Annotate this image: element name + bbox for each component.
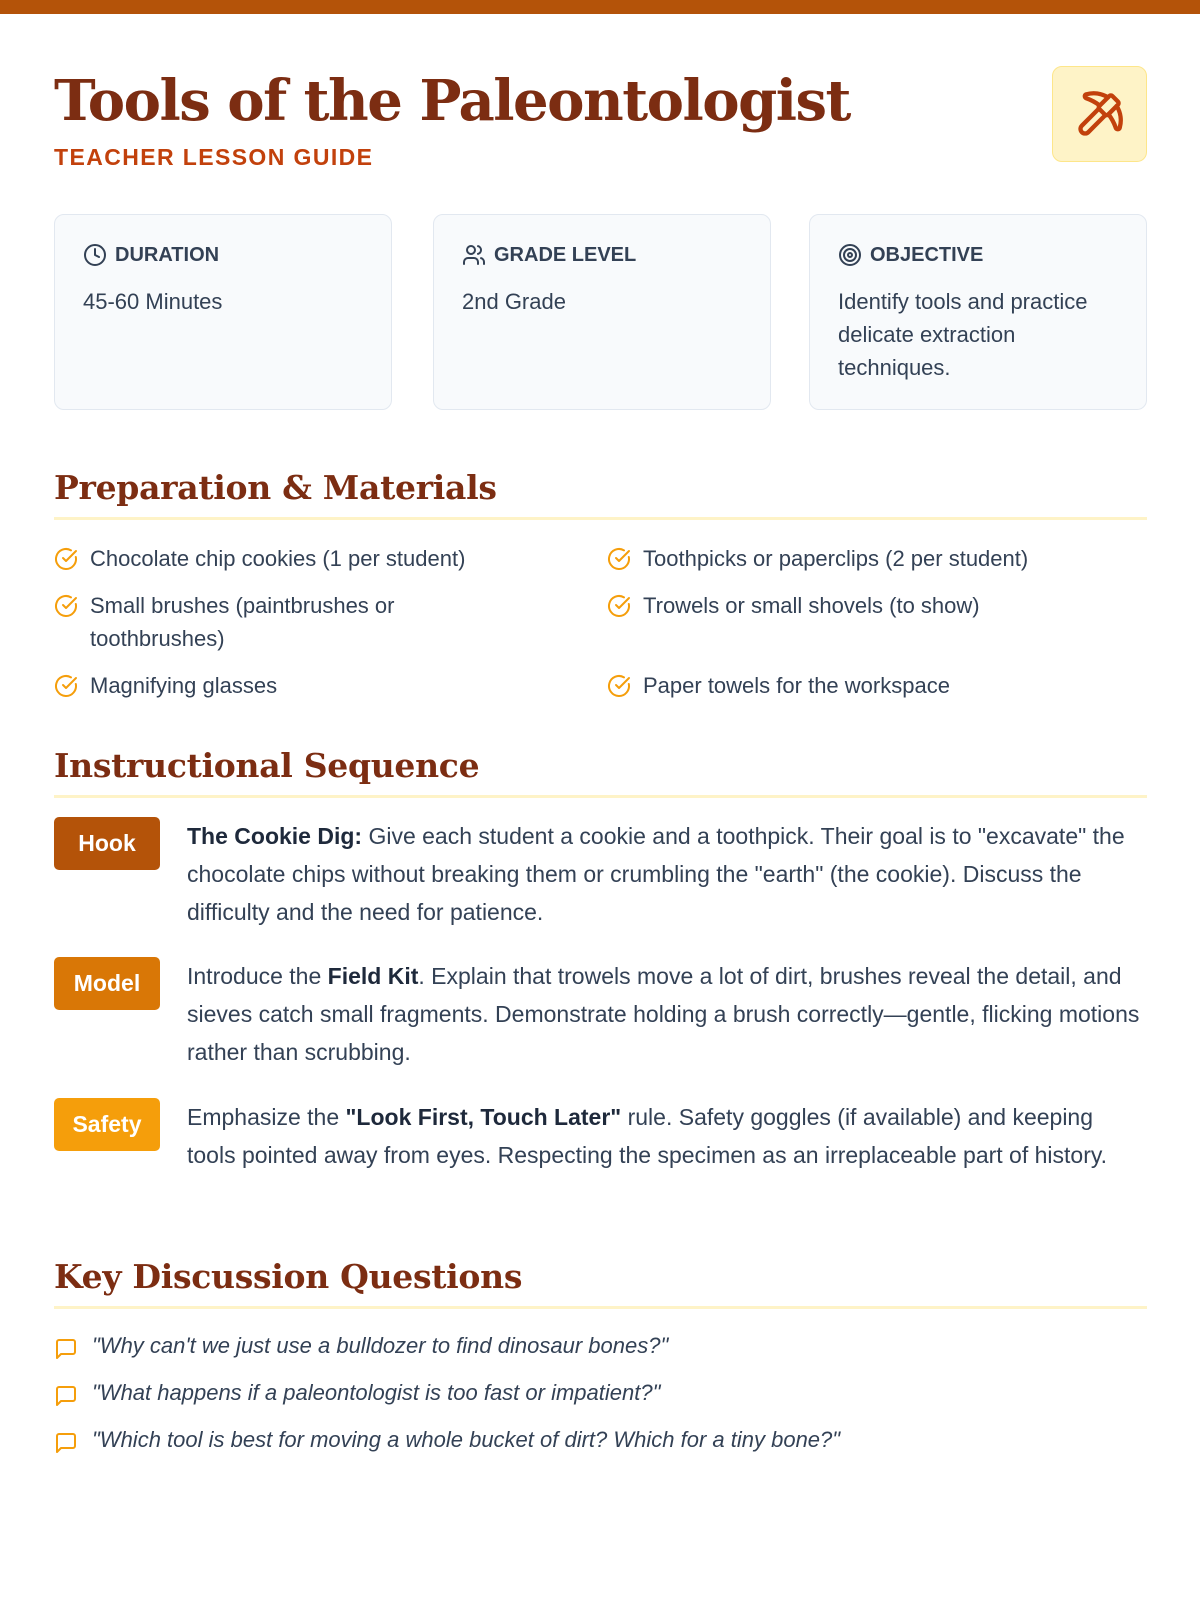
list-item bbox=[54, 1423, 840, 1457]
clock-icon bbox=[83, 243, 107, 267]
material-text: Toothpicks or paperclips (2 per student) bbox=[643, 546, 1029, 571]
message-square-icon bbox=[54, 1337, 78, 1361]
top-accent-bar bbox=[0, 0, 1200, 14]
check-circle-icon bbox=[607, 674, 631, 698]
questions-heading: Key Discussion Questions bbox=[54, 1257, 1147, 1309]
grade-level-card bbox=[433, 214, 771, 410]
check-circle-icon bbox=[607, 594, 631, 618]
step-text: The Cookie Dig: Give each student a cookie and a toothpick. Their goal is to "excavate" the chocolate chips without breaking them or crumbling the "earth" (the cookie). Discuss the difficulty and the need for patience. bbox=[187, 823, 1125, 925]
preparation-heading: Preparation & Materials bbox=[54, 468, 1147, 520]
users-icon bbox=[462, 243, 486, 267]
list-item bbox=[607, 669, 1147, 702]
check-circle-icon bbox=[54, 547, 78, 571]
question-text: "Which tool is best for moving a whole bucket of dirt? Which for a tiny bone?" bbox=[92, 1427, 841, 1452]
step-bold-text: Field Kit bbox=[327, 963, 419, 989]
objective-value: Identify tools and practice delicate extraction techniques. bbox=[838, 289, 1088, 380]
duration-card bbox=[54, 214, 392, 410]
question-text: "What happens if a paleontologist is too fast or impatient?" bbox=[92, 1380, 661, 1405]
material-text: Trowels or small shovels (to show) bbox=[643, 593, 980, 618]
step-tag: Safety bbox=[54, 1098, 160, 1151]
list-item bbox=[54, 589, 494, 655]
material-text: Small brushes (paintbrushes or toothbrushes) bbox=[90, 593, 395, 651]
step-text: Introduce the Field Kit. Explain that trowels move a lot of dirt, brushes reveal the detail, and sieves catch small fragments. Demonstrate holding a brush correctly—gentle, flicking motions rather than scrubbing. bbox=[187, 963, 1140, 1065]
pickaxe-icon bbox=[1052, 66, 1147, 162]
objective-card bbox=[809, 214, 1147, 410]
step-tag: Hook bbox=[54, 817, 160, 870]
duration-value: 45-60 Minutes bbox=[83, 289, 223, 314]
objective-label: OBJECTIVE bbox=[870, 243, 984, 266]
list-item bbox=[54, 669, 574, 702]
duration-label: DURATION bbox=[115, 243, 220, 266]
sequence-heading: Instructional Sequence bbox=[54, 746, 1147, 798]
list-item bbox=[607, 589, 1147, 622]
check-circle-icon bbox=[54, 674, 78, 698]
list-item bbox=[54, 542, 574, 575]
check-circle-icon bbox=[607, 547, 631, 571]
grade-level-label: GRADE LEVEL bbox=[494, 243, 637, 266]
grade-level-value: 2nd Grade bbox=[462, 289, 566, 314]
page-header bbox=[54, 66, 1147, 170]
material-text: Paper towels for the workspace bbox=[643, 673, 950, 698]
step-bold-text: "Look First, Touch Later" bbox=[345, 1104, 622, 1130]
step-text: Emphasize the "Look First, Touch Later" rule. Safety goggles (if available) and keeping tools pointed away from eyes. Respecting the specimen as an irreplaceable part of history. bbox=[187, 1104, 1108, 1168]
material-text: Magnifying glasses bbox=[90, 673, 278, 698]
step-bold-text: The Cookie Dig: bbox=[187, 823, 363, 849]
step-tag: Model bbox=[54, 957, 160, 1010]
list-item bbox=[54, 1376, 660, 1410]
page-subtitle: TEACHER LESSON GUIDE bbox=[54, 144, 374, 170]
list-item bbox=[607, 542, 1147, 575]
info-cards bbox=[54, 214, 1147, 410]
message-square-icon bbox=[54, 1384, 78, 1408]
page-title: Tools of the Paleontologist bbox=[54, 68, 850, 134]
list-item bbox=[54, 1329, 668, 1363]
message-square-icon bbox=[54, 1431, 78, 1455]
check-circle-icon bbox=[54, 594, 78, 618]
question-text: "Why can't we just use a bulldozer to find dinosaur bones?" bbox=[92, 1333, 669, 1358]
material-text: Chocolate chip cookies (1 per student) bbox=[90, 546, 466, 571]
target-icon bbox=[838, 243, 862, 267]
